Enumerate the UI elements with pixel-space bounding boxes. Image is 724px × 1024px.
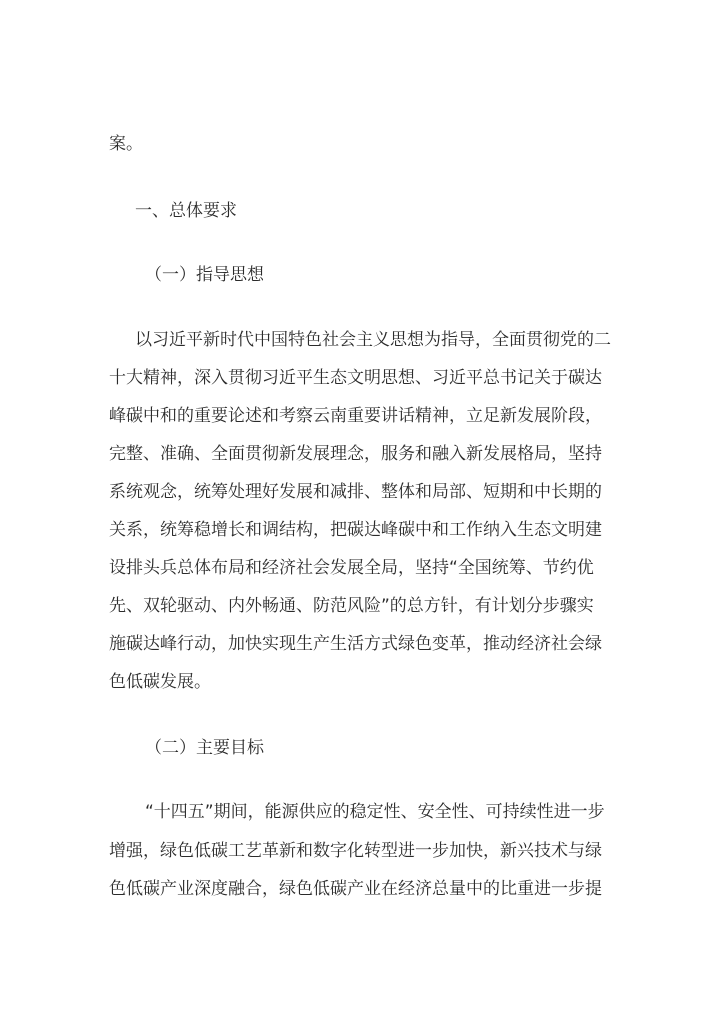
paragraph-line: 以习近平新时代中国特色社会主义思想为指导，全面贯彻党的二 bbox=[135, 330, 611, 350]
paragraph-line: 系统观念，统筹处理好发展和减排、整体和局部、短期和中长期的 bbox=[109, 482, 602, 502]
paragraph-line: 关系，统筹稳增长和调结构，把碳达峰碳中和工作纳入生态文明建 bbox=[109, 520, 602, 540]
subsection-heading: （二）主要目标 bbox=[145, 738, 264, 758]
paragraph-line: 施碳达峰行动，加快实现生产生活方式绿色变革，推动经济社会绿 bbox=[109, 634, 602, 654]
paragraph-line: 色低碳产业深度融合，绿色低碳产业在经济总量中的比重进一步提 bbox=[109, 879, 602, 899]
continuation-text: 案。 bbox=[109, 134, 143, 154]
paragraph-line: “十四五”期间，能源供应的稳定性、安全性、可持续性进一步 bbox=[145, 802, 605, 822]
paragraph-line: 先、双轮驱动、内外畅通、防范风险”的总方针，有计划分步骤实 bbox=[109, 596, 594, 616]
subsection-heading: （一）指导思想 bbox=[145, 265, 264, 285]
paragraph-line: 完整、准确、全面贯彻新发展理念，服务和融入新发展格局，坚持 bbox=[109, 444, 602, 464]
paragraph-line: 设排头兵总体布局和经济社会发展全局，坚持“全国统筹、节约优 bbox=[109, 558, 594, 578]
section-heading: 一、总体要求 bbox=[135, 201, 237, 221]
paragraph-line: 色低碳发展。 bbox=[109, 672, 211, 692]
paragraph-line: 峰碳中和的重要论述和考察云南重要讲话精神，立足新发展阶段， bbox=[109, 406, 602, 426]
paragraph-line: 十大精神，深入贯彻习近平生态文明思想、习近平总书记关于碳达 bbox=[109, 368, 602, 388]
paragraph-line: 增强，绿色低碳工艺革新和数字化转型进一步加快，新兴技术与绿 bbox=[109, 841, 602, 861]
